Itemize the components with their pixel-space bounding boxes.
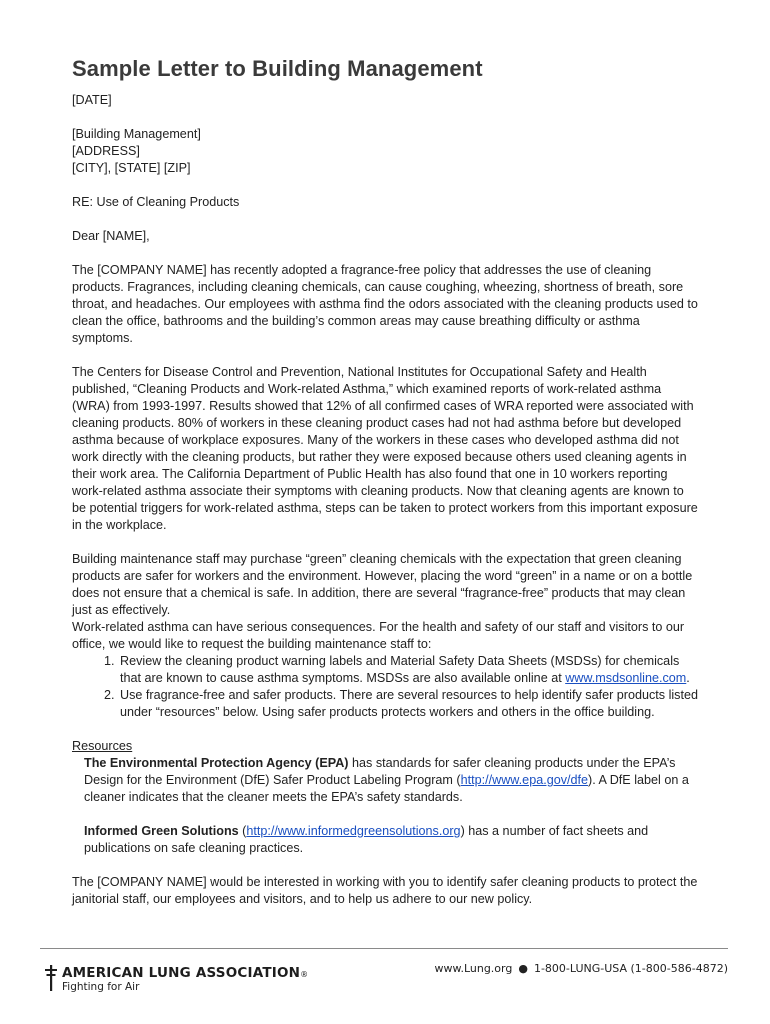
paragraph-cdc-study: The Centers for Disease Control and Prevention, National Institutes for Occupational Safety and Health published, “Cleaning Products and Work-related Asthma,” which examined reports of work-related asthma (WRA) from 1993-1997. Results showed that 12% of all confirmed cases of WRA reported were associated with cleaning products. 80% of workers in these cleaning product cases had not had asthma before but developed asthma because of workplace exposures. Many of the workers in these cases who developed asthma did not work directly with the cleaning products, but rather they were exposed because others used cleaning agents in their work area. The California Department of Public Health has also found that one in 10 workers reporting work-related asthma associate their symptoms with cleaning products. Now that cleaning agents are known to be potential triggers for work-related asthma, steps can be taken to protect workers from this important exposure in the workplace.	[72, 365, 698, 532]
salutation: Dear [NAME],	[72, 229, 150, 243]
request-list	[72, 653, 700, 721]
logo-tagline: Fighting for Air	[62, 981, 140, 993]
resource-epa	[84, 755, 700, 806]
epa-text-2: ). A DfE label on a cleaner indicates that the cleaner meets the EPA’s safety standards.	[84, 773, 689, 804]
informed-green-link[interactable]: http://www.informedgreensolutions.org	[246, 824, 461, 838]
igs-name: Informed Green Solutions	[84, 824, 239, 838]
registered-mark: ®	[300, 970, 309, 979]
website-text: www.Lung.org	[434, 962, 513, 975]
epa-text-1: has standards for safer cleaning products under the EPA’s Design for the Environment (DfE) Safer Product Labeling Program (	[84, 756, 676, 787]
list-item	[118, 687, 700, 721]
closing-paragraph: The [COMPANY NAME] would be interested in working with you to identify safer cleaning products to protect the janitorial staff, our employees and visitors, and to help us adhere to our new policy.	[72, 875, 698, 906]
date-placeholder: [DATE]	[72, 93, 112, 107]
paragraph-green-chemicals: Building maintenance staff may purchase “green” cleaning chemicals with the expectation that green cleaning products are safer for workers and the environment. However, placing the word “green” in a name or on a bottle does not ensure that a chemical is safe. In addition, there are several “fragrance-free” products that may clean just as effectively.	[72, 552, 693, 617]
page-title: Sample Letter to Building Management	[72, 56, 483, 81]
address-line-2: [ADDRESS]	[72, 144, 140, 158]
paragraph-fragrance-policy: The [COMPANY NAME] has recently adopted a fragrance-free policy that addresses the use of cleaning products. Fragrances, including cleaning chemicals, can cause coughing, wheezing, shortness of breath, sore throat, and headaches. Our employees with asthma find the odors associated with the cleaning products used to clean the office, bathrooms and the building’s common areas may cause breathing difficulty or asthma symptoms.	[72, 263, 698, 345]
request-2-text: Use fragrance-free and safer products. There are several resources to help identify safer products listed under “resources” below. Using safer products protects workers and others in the office building.	[120, 688, 698, 719]
logo-wordmark: AMERICAN LUNG ASSOCIATION®	[62, 965, 309, 981]
epa-dfe-link[interactable]: http://www.epa.gov/dfe	[460, 773, 589, 787]
double-cross-icon	[44, 964, 58, 992]
resource-informed-green	[84, 823, 700, 857]
resources-heading: Resources	[72, 739, 133, 753]
list-item	[118, 653, 700, 687]
paragraph-request-intro: Work-related asthma can have serious consequences. For the health and safety of our staff and visitors to our office, we would like to request the building maintenance staff to:	[72, 620, 685, 651]
epa-name: The Environmental Protection Agency (EPA)	[84, 756, 349, 770]
footer-divider	[40, 948, 728, 949]
bullet-icon: ●	[518, 962, 528, 975]
letter-body	[72, 56, 700, 908]
igs-text-1: (	[238, 824, 247, 838]
address-line-1: [Building Management]	[72, 127, 201, 141]
msdsonline-link[interactable]: www.msdsonline.com	[565, 671, 687, 685]
igs-text-2: ) has a number of fact sheets and publications on safe cleaning practices.	[84, 824, 649, 855]
request-1-end: .	[686, 671, 690, 685]
address-line-3: [CITY], [STATE] [ZIP]	[72, 161, 191, 175]
phone-text: 1-800-LUNG-USA (1-800-586-4872)	[533, 962, 728, 975]
request-1-text: Review the cleaning product warning labels and Material Safety Data Sheets (MSDSs) for chemicals that are known to cause asthma symptoms. MSDSs are also available online at	[120, 654, 680, 685]
re-line: RE: Use of Cleaning Products	[72, 195, 240, 209]
footer-contact	[434, 962, 728, 975]
